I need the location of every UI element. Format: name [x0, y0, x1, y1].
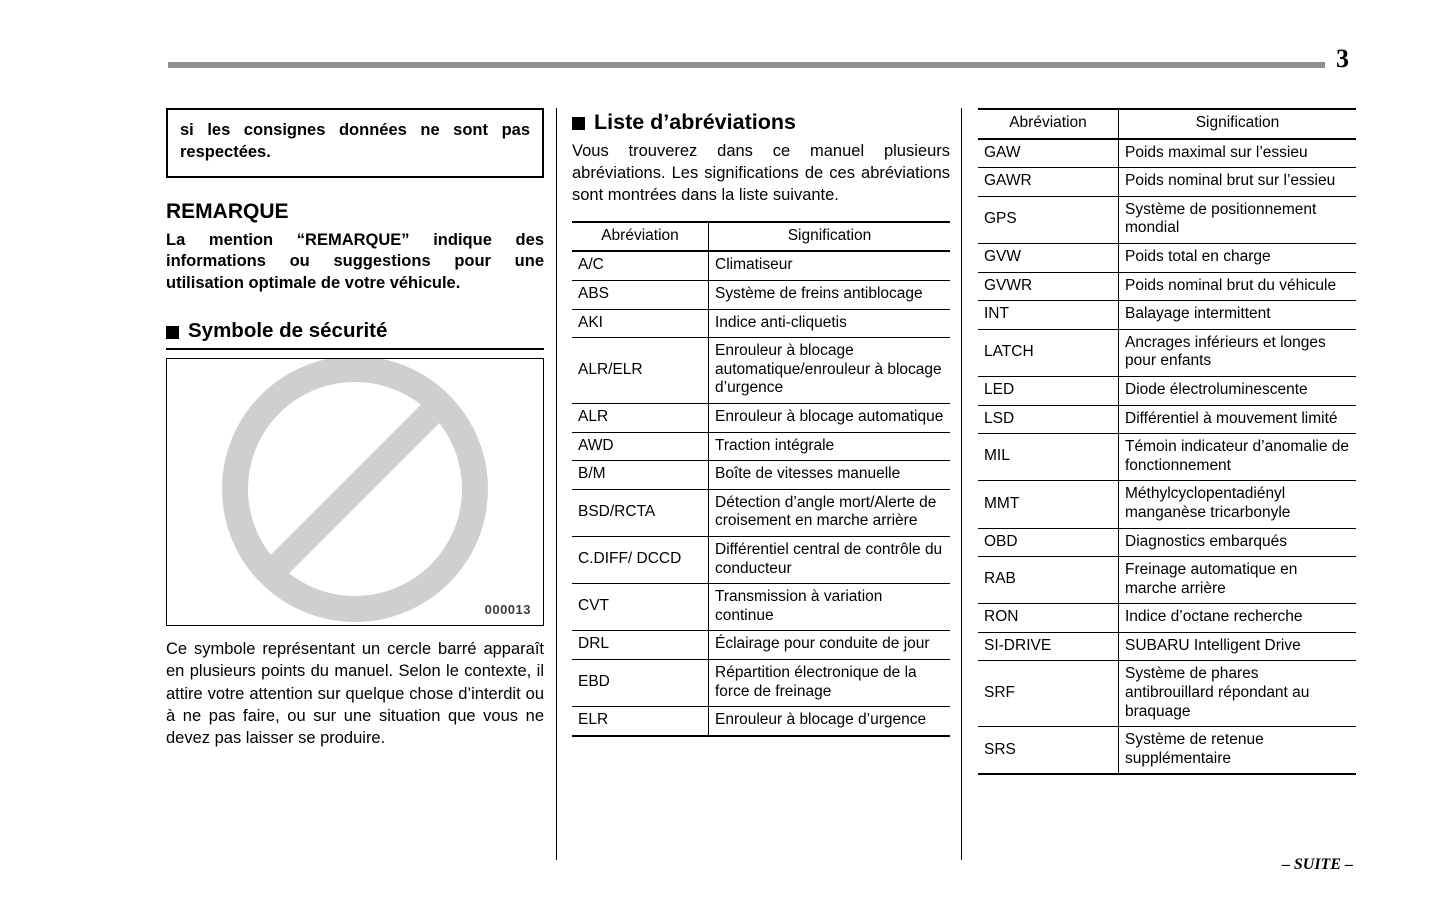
abbreviation-cell: GAWR	[978, 168, 1119, 197]
table-row	[572, 707, 950, 736]
abbreviation-cell: CVT	[572, 584, 709, 631]
table-row	[572, 281, 950, 310]
column-right	[978, 108, 1356, 775]
table-row	[978, 139, 1356, 168]
table-row	[572, 309, 950, 338]
column-left	[166, 108, 544, 749]
continued-footer: – SUITE –	[1281, 856, 1353, 873]
table-row	[978, 528, 1356, 557]
table-row	[572, 536, 950, 583]
abbreviation-list-heading	[572, 110, 950, 135]
page-number: 3	[1336, 44, 1349, 73]
table-row	[978, 661, 1356, 727]
meaning-cell: Traction intégrale	[709, 432, 951, 461]
abbreviation-cell: ALR/ELR	[572, 338, 709, 404]
table-header-abbreviation: Abréviation	[978, 109, 1119, 139]
meaning-cell: Diode électroluminescente	[1119, 376, 1357, 405]
abbreviation-cell: DRL	[572, 631, 709, 660]
meaning-cell: Répartition électronique de la force de freinage	[709, 659, 951, 706]
abbreviation-table-part1-body	[572, 251, 950, 735]
remarque-text: La mention “REMARQUE” indique des informations ou suggestions pour une utilisation optimale de votre véhicule.	[166, 230, 544, 293]
meaning-cell: Ancrages inférieurs et longes pour enfants	[1119, 329, 1357, 376]
prohibition-symbol-figure	[166, 358, 544, 626]
black-square-bullet-icon	[572, 117, 585, 130]
column-divider-2	[961, 108, 962, 860]
meaning-cell: Transmission à variation continue	[709, 584, 951, 631]
table-row	[572, 631, 950, 660]
meaning-cell: Climatiseur	[709, 251, 951, 280]
abbreviation-table-part2	[978, 108, 1356, 775]
abbreviation-cell: EBD	[572, 659, 709, 706]
table-row	[572, 403, 950, 432]
meaning-cell: Méthylcyclopentadiényl manganèse tricarbonyle	[1119, 481, 1357, 528]
abbreviation-cell: GPS	[978, 196, 1119, 243]
meaning-cell: Système de positionnement mondial	[1119, 196, 1357, 243]
table-row	[978, 243, 1356, 272]
table-row	[978, 604, 1356, 633]
safety-symbol-heading-label: Symbole de sécurité	[188, 319, 388, 343]
table-row	[572, 338, 950, 404]
table-row	[572, 659, 950, 706]
abbreviation-cell: BSD/RCTA	[572, 489, 709, 536]
safety-symbol-heading-rule	[166, 348, 544, 350]
meaning-cell: Témoin indicateur d’anomalie de fonctionnement	[1119, 434, 1357, 481]
meaning-cell: SUBARU Intelligent Drive	[1119, 632, 1357, 661]
table-row	[978, 557, 1356, 604]
abbreviation-cell: AKI	[572, 309, 709, 338]
abbreviation-cell: ABS	[572, 281, 709, 310]
table-row	[572, 251, 950, 280]
table-header-meaning: Signification	[709, 222, 951, 252]
abbreviation-cell: ELR	[572, 707, 709, 736]
abbreviation-list-heading-label: Liste d’abréviations	[594, 110, 796, 134]
meaning-cell: Différentiel à mouvement limité	[1119, 405, 1357, 434]
abbreviation-cell: LED	[978, 376, 1119, 405]
safety-symbol-heading	[166, 319, 544, 343]
table-row	[978, 632, 1356, 661]
abbreviation-cell: GAW	[978, 139, 1119, 168]
meaning-cell: Poids nominal brut sur l’essieu	[1119, 168, 1357, 197]
table-row	[978, 405, 1356, 434]
abbreviation-cell: C.DIFF/ DCCD	[572, 536, 709, 583]
meaning-cell: Enrouleur à blocage automatique/enrouleur à blocage d’urgence	[709, 338, 951, 404]
table-header-meaning: Signification	[1119, 109, 1357, 139]
meaning-cell: Système de retenue supplémentaire	[1119, 727, 1357, 775]
table-row	[978, 481, 1356, 528]
meaning-cell: Indice d’octane recherche	[1119, 604, 1357, 633]
abbreviation-cell: LSD	[978, 405, 1119, 434]
table-row	[572, 584, 950, 631]
meaning-cell: Poids total en charge	[1119, 243, 1357, 272]
table-row	[572, 461, 950, 490]
table-row	[572, 489, 950, 536]
meaning-cell: Poids nominal brut du véhicule	[1119, 272, 1357, 301]
abbreviation-intro-text: Vous trouverez dans ce manuel plusieurs abréviations. Les significations de ces abréviations sont montrées dans la liste suivante.	[572, 142, 950, 204]
abbreviation-cell: LATCH	[978, 329, 1119, 376]
meaning-cell: Système de phares antibrouillard répondant au braquage	[1119, 661, 1357, 727]
abbreviation-cell: RAB	[978, 557, 1119, 604]
no-entry-circle-slash-icon	[167, 359, 543, 625]
figure-caption: Ce symbole représentant un cercle barré apparaît en plusieurs points du manuel. Selon le contexte, il attire votre attention sur quelque chose d’interdit ou à ne pas faire, ou sur une situation que vous ne devez pas laisser se produire.	[166, 640, 544, 747]
meaning-cell: Différentiel central de contrôle du conducteur	[709, 536, 951, 583]
table-row	[978, 329, 1356, 376]
black-square-bullet-icon	[166, 326, 179, 339]
column-middle	[572, 108, 950, 737]
abbreviation-cell: B/M	[572, 461, 709, 490]
warning-box	[166, 108, 544, 178]
abbreviation-cell: MIL	[978, 434, 1119, 481]
abbreviation-cell: MMT	[978, 481, 1119, 528]
remarque-heading: REMARQUE	[166, 199, 289, 223]
abbreviation-cell: OBD	[978, 528, 1119, 557]
abbreviation-table-part1	[572, 221, 950, 737]
abbreviation-table-part2-body	[978, 139, 1356, 775]
column-divider-1	[556, 108, 557, 860]
meaning-cell: Balayage intermittent	[1119, 301, 1357, 330]
abbreviation-cell: ALR	[572, 403, 709, 432]
meaning-cell: Boîte de vitesses manuelle	[709, 461, 951, 490]
meaning-cell: Éclairage pour conduite de jour	[709, 631, 951, 660]
table-row	[978, 434, 1356, 481]
table-header-abbreviation: Abréviation	[572, 222, 709, 252]
meaning-cell: Indice anti-cliquetis	[709, 309, 951, 338]
table-row	[978, 727, 1356, 775]
meaning-cell: Diagnostics embarqués	[1119, 528, 1357, 557]
meaning-cell: Poids maximal sur l’essieu	[1119, 139, 1357, 168]
table-row	[978, 196, 1356, 243]
abbreviation-cell: INT	[978, 301, 1119, 330]
abbreviation-cell: SRS	[978, 727, 1119, 775]
warning-box-text: si les consignes données ne sont pas respectées.	[180, 121, 530, 161]
abbreviation-cell: RON	[978, 604, 1119, 633]
table-row	[978, 168, 1356, 197]
abbreviation-cell: SRF	[978, 661, 1119, 727]
meaning-cell: Système de freins antiblocage	[709, 281, 951, 310]
meaning-cell: Enrouleur à blocage automatique	[709, 403, 951, 432]
figure-code: 000013	[484, 602, 531, 618]
abbreviation-cell: SI-DRIVE	[978, 632, 1119, 661]
abbreviation-cell: AWD	[572, 432, 709, 461]
abbreviation-cell: GVW	[978, 243, 1119, 272]
table-row	[572, 432, 950, 461]
header-rule	[168, 62, 1325, 68]
abbreviation-cell: A/C	[572, 251, 709, 280]
table-row	[978, 301, 1356, 330]
abbreviation-cell: GVWR	[978, 272, 1119, 301]
meaning-cell: Détection d’angle mort/Alerte de croisement en marche arrière	[709, 489, 951, 536]
meaning-cell: Enrouleur à blocage d’urgence	[709, 707, 951, 736]
meaning-cell: Freinage automatique en marche arrière	[1119, 557, 1357, 604]
table-row	[978, 376, 1356, 405]
table-row	[978, 272, 1356, 301]
